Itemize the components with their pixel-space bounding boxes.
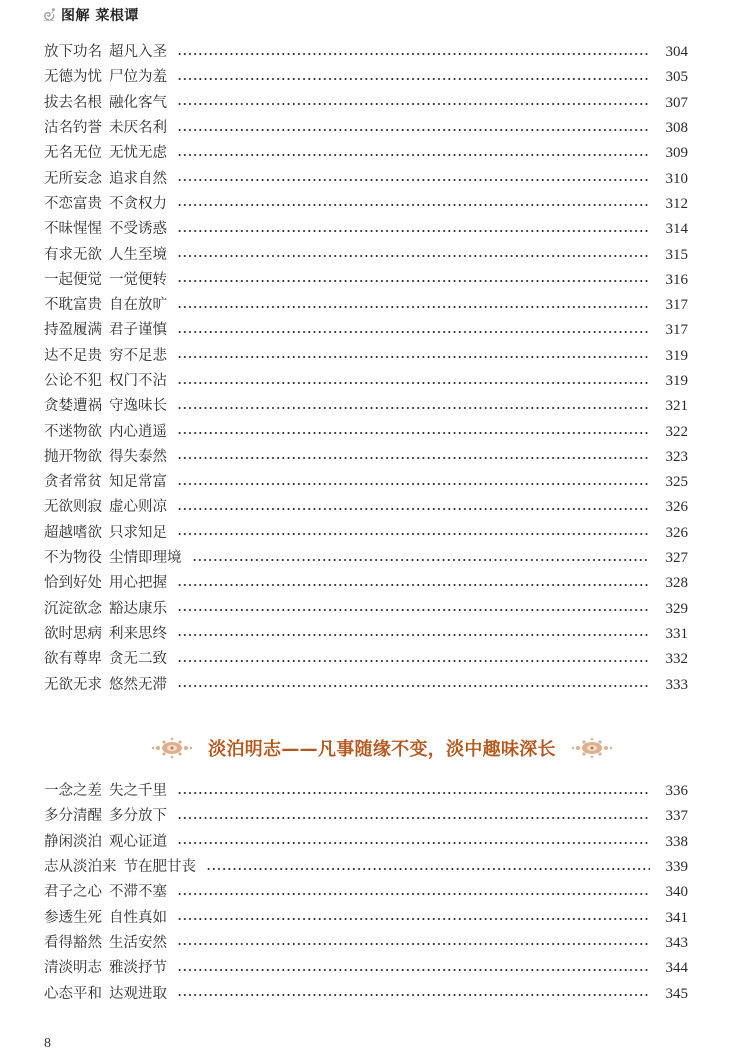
toc-entry-title — [44, 597, 167, 622]
toc-entry-title — [44, 394, 167, 419]
toc-entry-title — [44, 673, 167, 698]
toc-entry-title-part2: 人生至境 — [109, 246, 167, 263]
toc-entry-title-part2: 一觉便转 — [109, 271, 167, 288]
toc-entry-title-part2: 节在肥甘丧 — [123, 859, 196, 876]
toc-entry-title-part2: 达观进取 — [109, 985, 167, 1002]
book-title: 图解 菜根谭 — [61, 8, 139, 24]
toc-entry-page: 317 — [665, 322, 688, 339]
dot-leader — [177, 154, 650, 156]
toc-entry-title-part1: 不昧惺惺 — [44, 221, 102, 238]
toc-entry-title-part1: 不恋富贵 — [44, 195, 102, 212]
toc-entry-page: 339 — [665, 859, 688, 876]
toc-entry-title — [44, 571, 167, 596]
toc-entry-title-part1: 清淡明志 — [44, 960, 102, 977]
toc-entry-page: 338 — [665, 833, 688, 850]
toc-entry-title-part1: 拔去名根 — [44, 94, 102, 111]
toc-entry-title-part2: 不贪权力 — [109, 195, 167, 212]
toc-entry-title-part1: 不耽富贵 — [44, 297, 102, 314]
toc-entry-title — [44, 931, 167, 956]
toc-entry-title — [44, 65, 167, 90]
toc-entry[interactable] — [44, 470, 688, 495]
toc-entry-page: 331 — [665, 625, 688, 642]
toc-entry-title-part1: 参透生死 — [44, 909, 102, 926]
toc-entry-page: 340 — [665, 884, 688, 901]
dot-leader — [177, 331, 650, 333]
dot-leader — [177, 508, 650, 510]
dot-leader — [177, 483, 650, 485]
dot-leader — [177, 306, 650, 308]
toc-entry-title-part1: 达不足贵 — [44, 347, 102, 364]
toc-entry-title-part1: 多分清醒 — [44, 808, 102, 825]
toc-entry[interactable] — [44, 622, 688, 647]
toc-entry-page: 305 — [665, 69, 688, 86]
floral-ornament-right-icon — [570, 737, 614, 759]
dot-leader — [177, 634, 650, 636]
toc-entry-title-part1: 欲有尊卑 — [44, 651, 102, 668]
toc-entry-title — [44, 445, 167, 470]
toc-entry-title-part2: 权门不沾 — [109, 373, 167, 389]
toc-entry[interactable] — [44, 804, 688, 829]
toc-entry-title-part1: 心态平和 — [44, 985, 102, 1002]
dot-leader — [177, 842, 650, 844]
toc-entry-title-part1: 恰到好处 — [44, 575, 102, 592]
toc-entry-title-part2: 雅淡抒节 — [109, 960, 167, 977]
toc-entry-title-part1: 无所妄念 — [44, 170, 102, 187]
toc-entry-title — [44, 91, 167, 116]
toc-entry-title — [44, 141, 167, 166]
toc-entry-title-part2: 只求知足 — [109, 524, 167, 541]
toc-entry-title-part2: 利来思终 — [109, 625, 167, 642]
toc-entry-title — [44, 622, 167, 647]
dot-leader — [177, 356, 650, 358]
dot-leader — [177, 969, 650, 971]
toc-entry-page: 323 — [665, 448, 688, 465]
toc-list-section-2 — [44, 779, 688, 1007]
toc-entry-title — [44, 546, 182, 571]
chapter-heading — [112, 731, 652, 765]
dot-leader — [177, 994, 650, 996]
toc-entry-title-part1: 志从淡泊来 — [44, 859, 117, 876]
dot-leader — [177, 407, 650, 409]
toc-entry-page: 341 — [665, 909, 688, 926]
toc-entry-title — [44, 293, 167, 318]
toc-entry[interactable] — [44, 141, 688, 166]
toc-entry-title-part2: 悠然无滞 — [109, 676, 167, 693]
toc-entry-title-part1: 有求无欲 — [44, 246, 102, 263]
toc-entry-title-part2: 守逸味长 — [109, 398, 167, 415]
toc-entry[interactable] — [44, 116, 688, 141]
toc-entry-page: 333 — [665, 676, 688, 693]
toc-entry-title — [44, 880, 167, 905]
toc-entry-title — [44, 344, 167, 369]
toc-entry-page: 344 — [665, 960, 688, 977]
dot-leader — [177, 280, 650, 282]
toc-entry-title-part2: 君子谨慎 — [109, 322, 167, 339]
dot-leader — [177, 685, 650, 687]
toc-entry[interactable] — [44, 344, 688, 369]
toc-entry-title-part1: 贪者常贫 — [44, 474, 102, 491]
toc-entry-page: 325 — [665, 474, 688, 491]
dot-leader — [177, 78, 650, 80]
toc-entry[interactable] — [44, 217, 688, 242]
toc-entry-title — [44, 116, 167, 141]
toc-entry-title-part2: 追求自然 — [109, 170, 167, 187]
toc-list-section-1 — [44, 40, 688, 698]
toc-entry[interactable] — [44, 318, 688, 343]
dot-leader — [177, 230, 650, 232]
toc-entry[interactable] — [44, 880, 688, 905]
toc-entry-title-part2: 不滞不塞 — [109, 884, 167, 901]
toc-entry[interactable] — [44, 597, 688, 622]
toc-entry[interactable] — [44, 830, 688, 855]
toc-entry-page: 309 — [665, 145, 688, 162]
toc-entry-title — [44, 217, 167, 242]
toc-entry-page: 327 — [665, 550, 688, 567]
toc-entry-title-part1: 沽名钓誉 — [44, 120, 102, 137]
toc-entry-title-part1: 一起便觉 — [44, 271, 102, 288]
dot-leader — [177, 943, 650, 945]
toc-entry-page: 310 — [665, 170, 688, 187]
chapter-title: 淡泊明志——凡事随缘不变，淡中趣味深长 — [208, 739, 556, 760]
dot-leader — [177, 103, 650, 105]
toc-entry-title — [44, 420, 167, 445]
dot-leader — [177, 533, 650, 535]
toc-entry-title-part1: 沉淀欲念 — [44, 600, 102, 617]
toc-entry[interactable] — [44, 779, 688, 804]
dot-leader — [177, 817, 650, 819]
dot-leader — [177, 53, 650, 55]
toc-entry-page: 343 — [665, 934, 688, 951]
toc-entry-page: 332 — [665, 651, 688, 668]
floral-ornament-left-icon — [150, 737, 194, 759]
dot-leader — [177, 129, 650, 131]
toc-entry-page: 312 — [665, 195, 688, 212]
toc-entry[interactable] — [44, 445, 688, 470]
toc-entry-title-part1: 不为物役 — [44, 550, 102, 567]
toc-entry-title-part2: 贪无二致 — [109, 651, 167, 668]
toc-entry-page: 321 — [665, 398, 688, 415]
toc-entry-title — [44, 830, 167, 855]
running-header — [40, 4, 139, 26]
toc-entry-title-part2: 虚心则凉 — [109, 499, 167, 516]
dot-leader — [177, 432, 650, 434]
toc-entry[interactable] — [44, 91, 688, 116]
toc-entry-title — [44, 495, 167, 520]
toc-entry-title-part2: 失之千里 — [109, 783, 167, 800]
toc-entry-page: 308 — [665, 120, 688, 137]
toc-entry-title-part1: 无欲则寂 — [44, 499, 102, 516]
toc-entry-title — [44, 268, 167, 293]
toc-entry[interactable] — [44, 981, 688, 1006]
toc-entry-title — [44, 521, 167, 546]
toc-entry-title — [44, 906, 167, 931]
page-number: 8 — [44, 1036, 51, 1051]
toc-entry[interactable] — [44, 546, 688, 571]
toc-entry-page: 315 — [665, 246, 688, 263]
dot-leader — [177, 179, 650, 181]
toc-entry-title-part1: 无名无位 — [44, 145, 102, 162]
toc-entry-title-part2: 尘情即理境 — [109, 550, 182, 567]
toc-entry-title-part1: 放下功名 — [44, 44, 102, 61]
toc-entry[interactable] — [44, 956, 688, 981]
toc-entry-title-part1: 静闲淡泊 — [44, 833, 102, 850]
toc-entry[interactable] — [44, 495, 688, 520]
toc-entry-title-part2: 知足常富 — [109, 474, 167, 491]
toc-entry-page: 337 — [665, 808, 688, 825]
dot-leader — [177, 584, 650, 586]
dot-leader — [177, 609, 650, 611]
toc-entry-title-part1: 不迷物欲 — [44, 423, 102, 440]
toc-entry-title — [44, 647, 167, 672]
toc-entry-title — [44, 804, 167, 829]
toc-entry-title-part1: 贪婪遭祸 — [44, 398, 102, 415]
toc-entry-title-part1: 无欲无求 — [44, 676, 102, 693]
toc-entry-page: 307 — [665, 94, 688, 111]
toc-entry-page: 336 — [665, 783, 688, 800]
dot-leader — [177, 660, 650, 662]
toc-entry[interactable] — [44, 521, 688, 546]
toc-entry-title — [44, 779, 167, 804]
dot-leader — [177, 255, 650, 257]
toc-entry-page: 329 — [665, 600, 688, 617]
toc-entry-page: 316 — [665, 271, 688, 288]
toc-entry-title — [44, 40, 167, 65]
toc-entry-page: 328 — [665, 575, 688, 592]
toc-entry-title-part1: 公论不犯 — [44, 373, 102, 389]
toc-entry-title-part1: 看得豁然 — [44, 934, 102, 951]
toc-entry-title — [44, 192, 167, 217]
toc-entry-title — [44, 318, 167, 343]
toc-entry[interactable] — [44, 369, 688, 394]
dot-leader — [177, 457, 650, 459]
toc-entry-title-part1: 抛开物欲 — [44, 448, 102, 465]
dot-leader — [177, 382, 650, 384]
toc-entry-page: 326 — [665, 524, 688, 541]
dot-leader — [177, 918, 650, 920]
toc-entry[interactable] — [44, 293, 688, 318]
toc-entry-title-part1: 君子之心 — [44, 884, 102, 901]
toc-entry-title-part2: 融化客气 — [109, 94, 167, 111]
toc-entry-title — [44, 243, 167, 268]
toc-entry[interactable] — [44, 40, 688, 65]
toc-entry-title-part2: 自在放旷 — [109, 297, 167, 314]
toc-entry-title — [44, 956, 167, 981]
toc-entry-title-part2: 内心逍遥 — [109, 423, 167, 440]
dot-leader — [206, 868, 650, 870]
toc-entry-title — [44, 982, 167, 1007]
toc-entry[interactable] — [44, 571, 688, 596]
toc-entry-title — [44, 369, 167, 394]
toc-entry[interactable] — [44, 268, 688, 293]
dot-leader — [177, 893, 650, 895]
toc-entry-title-part1: 一念之差 — [44, 783, 102, 800]
toc-entry-title-part2: 尸位为羞 — [109, 69, 167, 86]
toc-entry[interactable] — [44, 931, 688, 956]
toc-entry-page: 317 — [665, 297, 688, 314]
toc-entry[interactable] — [44, 647, 688, 672]
toc-entry-title-part2: 不受诱惑 — [109, 221, 167, 238]
toc-entry-title-part2: 多分放下 — [109, 808, 167, 825]
toc-entry[interactable] — [44, 192, 688, 217]
toc-entry[interactable] — [44, 672, 688, 697]
toc-entry-title-part1: 无德为忧 — [44, 69, 102, 86]
dot-leader — [192, 559, 651, 561]
toc-entry-title-part1: 持盈履满 — [44, 322, 102, 339]
toc-entry-page: 319 — [665, 373, 688, 389]
toc-entry-title-part1: 欲时思病 — [44, 625, 102, 642]
toc-entry-title-part2: 超凡入圣 — [109, 44, 167, 61]
dot-leader — [177, 204, 650, 206]
toc-entry-title — [44, 855, 196, 880]
toc-entry-title — [44, 470, 167, 495]
toc-entry[interactable] — [44, 394, 688, 419]
snail-swirl-icon — [40, 6, 58, 24]
toc-entry-page: 345 — [665, 985, 688, 1002]
toc-entry-title-part2: 无忧无虑 — [109, 145, 167, 162]
toc-entry-page: 322 — [665, 423, 688, 440]
toc-entry-title-part2: 未厌名利 — [109, 120, 167, 137]
toc-entry-title — [44, 167, 167, 192]
toc-entry[interactable] — [44, 855, 688, 880]
toc-entry-title-part2: 观心证道 — [109, 833, 167, 850]
toc-entry-title-part2: 豁达康乐 — [109, 600, 167, 617]
toc-entry[interactable] — [44, 65, 688, 90]
toc-entry-title-part2: 自性真如 — [109, 909, 167, 926]
toc-entry[interactable] — [44, 905, 688, 930]
toc-entry[interactable] — [44, 166, 688, 191]
toc-entry-title-part2: 得失泰然 — [109, 448, 167, 465]
toc-entry[interactable] — [44, 419, 688, 444]
toc-entry-page: 319 — [665, 347, 688, 364]
toc-entry-page: 304 — [665, 44, 688, 61]
toc-entry-title-part2: 用心把握 — [109, 575, 167, 592]
dot-leader — [177, 792, 650, 794]
toc-entry-title-part2: 生活安然 — [109, 934, 167, 951]
toc-entry-title-part2: 穷不足悲 — [109, 347, 167, 364]
toc-entry-page: 314 — [665, 221, 688, 238]
toc-entry-page: 326 — [665, 499, 688, 516]
toc-entry-title-part1: 超越嗜欲 — [44, 524, 102, 541]
toc-entry[interactable] — [44, 242, 688, 267]
